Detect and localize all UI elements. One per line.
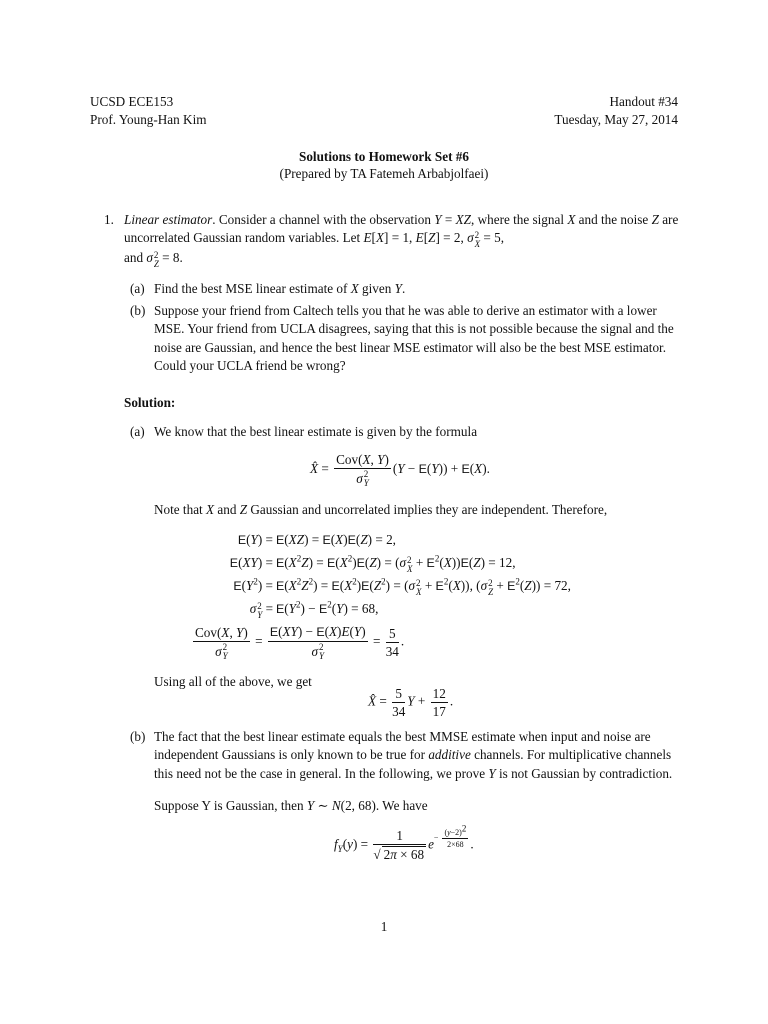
solution-b-label: (b)	[130, 729, 146, 744]
eq2-lhs: E(XY) =	[229, 555, 273, 570]
part-b-text: Suppose your friend from Caltech tells you that he was able to derive an estimator with a lower MSE. Your friend from UCLA disagrees, saying that this is not possible because the signal and the noise are Gaussian, and hence the best linear MSE estimator will also be the best MSE estimator. Could your UCLA friend be wrong?	[154, 303, 674, 374]
eq3-lhs: $E(Y^2)$ =	[233, 576, 273, 593]
eq5-covariance: Cov(X, Y) σ 2 Y = E(XY) − E(X)E(Y) σ 2 Y = $\frac{5}{34}$ .	[195, 624, 405, 661]
handout-date: Tuesday, May 27, 2014	[554, 112, 678, 127]
eq3-rhs: $E(X^2Z^2) = E(X^2)E(Z^2) = (\sigma$ 2 X + $E^2(X)$), (σ 2 Z + $E^2(Z)) = 72$,	[276, 576, 571, 597]
course-name: UCSD ECE153	[90, 94, 174, 109]
lmmse-formula: X̂ = Cov(X, Y) σ 2 Y (Y − E(Y)) + E(X).	[310, 452, 490, 488]
eq1-rhs: E(XZ) = E(X)E(Z) = 2,	[276, 532, 396, 547]
solution-heading: Solution:	[124, 395, 176, 410]
part-a-label: (a)	[130, 281, 145, 296]
problem-number: 1.	[104, 212, 114, 227]
solution-b-text: The fact that the best linear estimate equals the best MMSE estimate when input and noise are independent Gaussians is only known to be true for additive channels. For multiplicative channels this need not be the case in general. In the following, we prove Y is not Gaussian by contradiction.	[154, 729, 673, 781]
eq1-lhs: E(Y) =	[237, 532, 273, 547]
gaussian-density: $f_Y(y)$ = $\frac{1}{√ 2\pi \times 68}$ $e^{- \frac{(y-2)^2}{2\times 68}}$ .	[334, 823, 474, 863]
instructor-name: Prof. Young-Han Kim	[90, 112, 207, 127]
problem-topic: Linear estimator	[124, 212, 213, 227]
part-a-text: Find the best MSE linear estimate of X given Y.	[154, 281, 406, 296]
handout-number: Handout #34	[609, 94, 678, 109]
page-subtitle: (Prepared by TA Fatemeh Arbabjolfaei)	[279, 166, 489, 181]
independence-note: Note that X and Z Gaussian and uncorrelated implies they are independent. Therefore,	[154, 502, 608, 517]
eq2-rhs: $E(X^2Z) = E(X^2)E(Z) = (\sigma$ 2 X + $E^2(X))E(Z) = 12$,	[276, 553, 516, 574]
page-title: Solutions to Homework Set #6	[299, 149, 469, 164]
suppose-text: Suppose Y is Gaussian, then Y ∼ N(2, 68). We have	[154, 798, 428, 813]
problem-statement: Linear estimator. Consider a channel with the observation Y = XZ, where the signal X and the noise Z are uncorrelated Gaussian random variables. Let E[X] = 1, E[Z] = 2, σ 2 X = 5, and σ 2 Z = 8.	[124, 212, 679, 270]
page-number: 1	[380, 919, 388, 934]
using-all-text: Using all of the above, we get	[154, 674, 312, 689]
final-estimate: X̂ = $\frac{5}{34}$ Y + $\frac{12}{17}$ .	[368, 686, 454, 719]
eq4-lhs: σ 2 Y =	[249, 601, 273, 620]
solution-a-intro: We know that the best linear estimate is given by the formula	[154, 424, 478, 439]
eq4-rhs: $E(Y^2) - E^2(Y) = 68$,	[276, 599, 379, 616]
solution-a-label: (a)	[130, 424, 145, 439]
part-b-label: (b)	[130, 303, 146, 318]
